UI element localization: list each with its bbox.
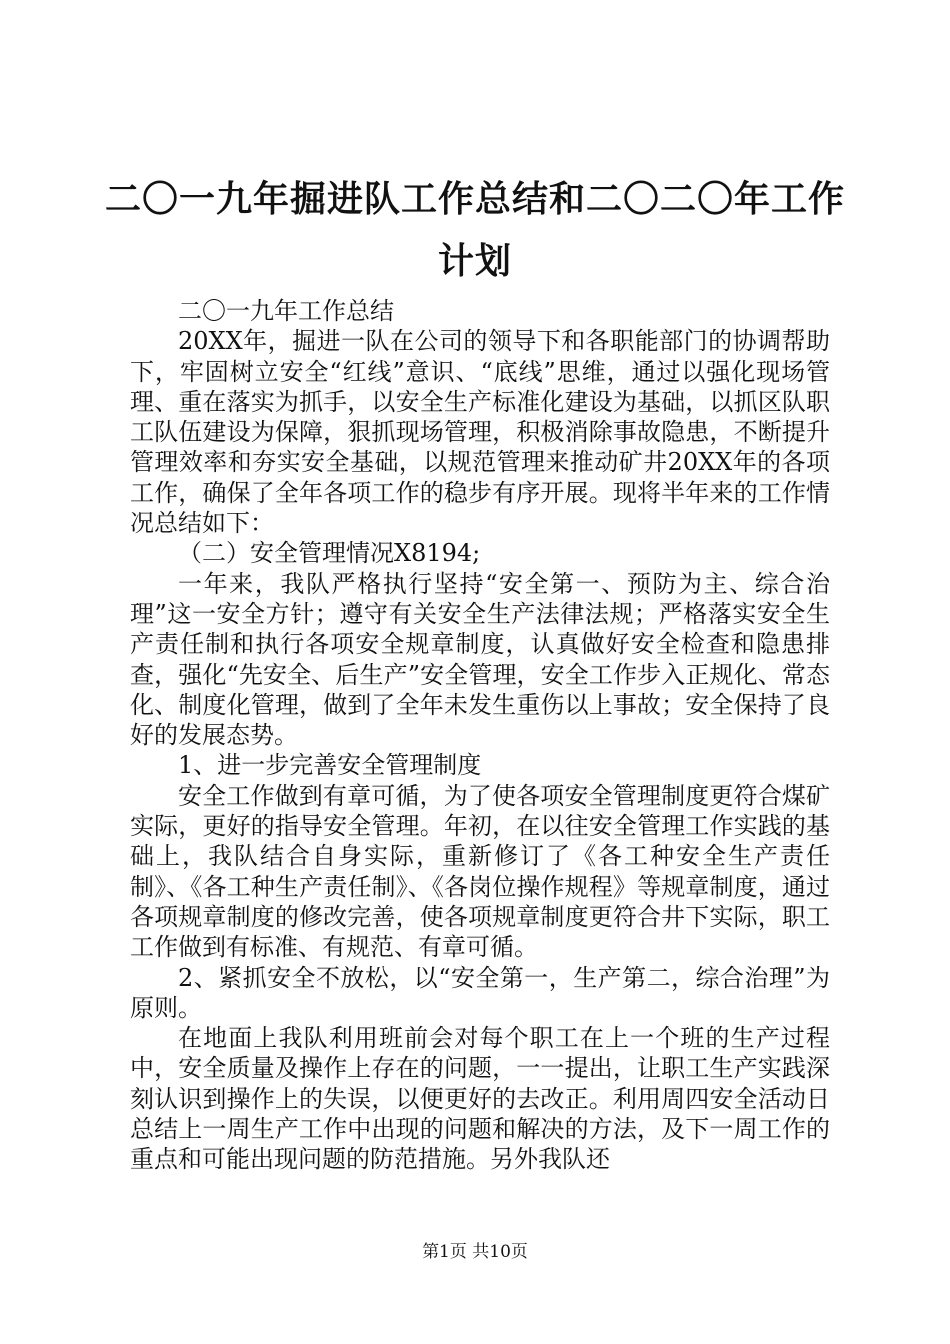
subsection-heading: 2、紧抓安全不放松，以“安全第一，生产第二，综合治理”为原则。 xyxy=(130,963,830,1022)
paragraph: 安全工作做到有章可循，为了使各项安全管理制度更符合煤矿实际，更好的指导安全管理。年初，在以往安全管理工作实践的基础上，我队结合自身实际，重新修订了《各工种安全生产责任制》、《各工种生产责任制》、《各岗位操作规程》等规章制度，通过各项规章制度的修改完善，使各项规章制度更符合井下实际，职工工作做到有标准、有规范、有章可循。 xyxy=(130,781,830,962)
subsection-heading: （二）安全管理情况X8194; xyxy=(178,539,481,568)
page-footer: 第1页 共10页 xyxy=(422,1242,528,1262)
document-title: 二〇一九年掘进队工作总结和二〇二〇年工作计划 xyxy=(104,178,845,282)
paragraph: 20XX年，掘进一队在公司的领导下和各职能部门的协调帮助下，牢固树立安全“红线”意识、“底线”思维，通过以强化现场管理、重在落实为抓手，以安全生产标准化建设为基础，以抓区队职工队伍建设为保障，狠抓现场管理，积极消除事故隐患，不断提升管理效率和夯实安全基础，以规范管理来推动矿井20XX年的各项工作，确保了全年各项工作的稳步有序开展。现将半年来的工作情况总结如下： xyxy=(130,327,830,538)
paragraph: 在地面上我队利用班前会对每个职工在上一个班的生产过程中，安全质量及操作上存在的问题，一一提出，让职工生产实践深刻认识到操作上的失误，以便更好的去改正。利用周四安全活动日总结上一周生产工作中出现的问题和解决的方法，及下一周工作的重点和可能出现问题的防范措施。另外我队还 xyxy=(130,1024,830,1174)
document-body xyxy=(130,296,830,1175)
paragraph: 一年来，我队严格执行坚持“安全第一、预防为主、综合治理”这一安全方针；遵守有关安全生产法律法规；严格落实安全生产责任制和执行各项安全规章制度，认真做好安全检查和隐患排查，强化“先安全、后生产”安全管理，安全工作步入正规化、常态化、制度化管理，做到了全年未发生重伤以上事故；安全保持了良好的发展态势。 xyxy=(130,569,830,750)
subsection-heading: 1、进一步完善安全管理制度 xyxy=(178,751,482,780)
section-heading: 二〇一九年工作总结 xyxy=(178,297,394,325)
